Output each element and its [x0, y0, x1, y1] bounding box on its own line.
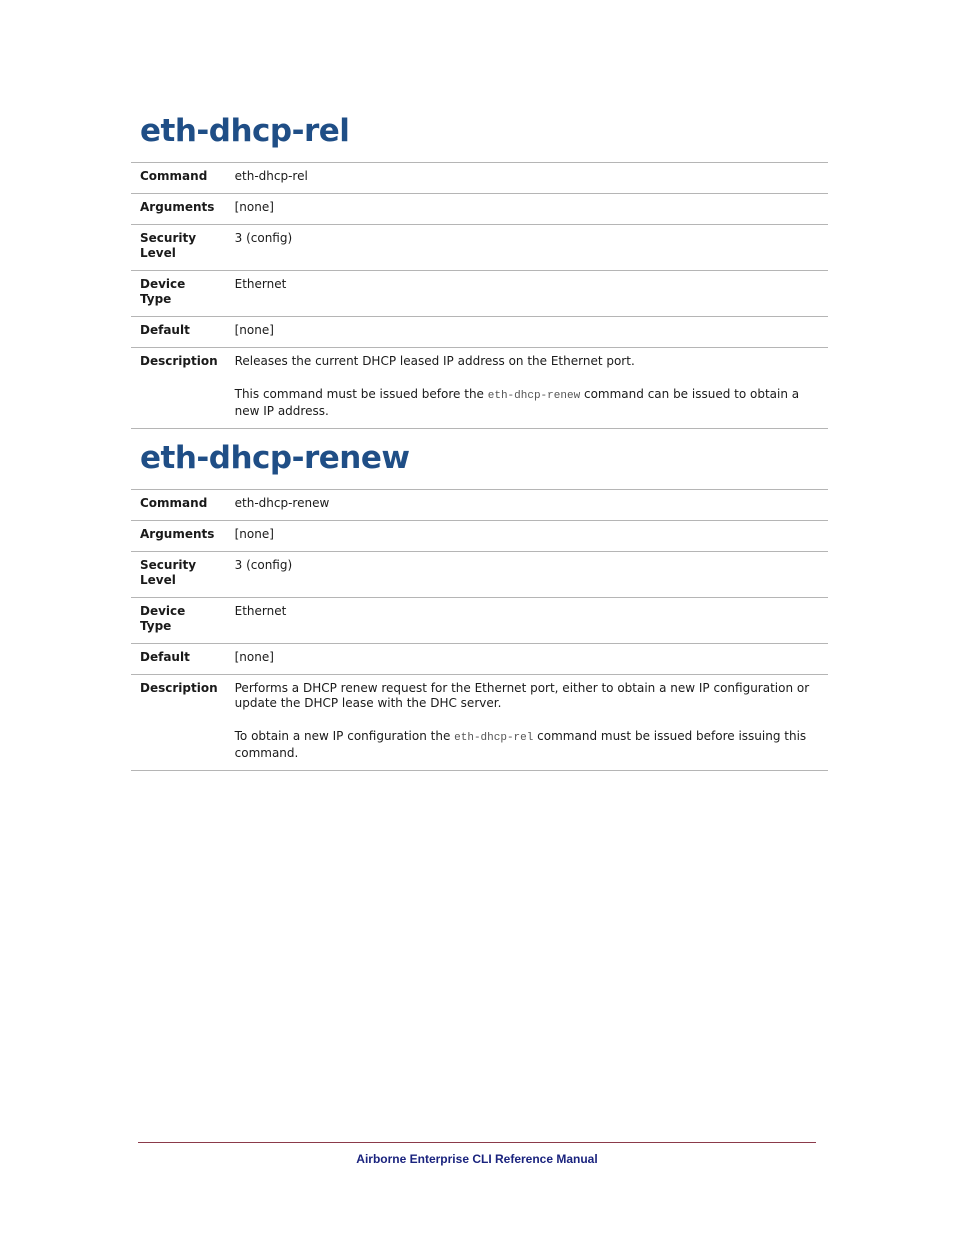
- table-row: [131, 163, 828, 194]
- description-value: [218, 675, 828, 771]
- row-label: Device Type: [140, 277, 186, 306]
- command-table: [131, 489, 828, 771]
- table-row: [131, 271, 828, 317]
- command-section-eth-dhcp-renew: [131, 440, 828, 771]
- row-value: Ethernet: [234, 277, 287, 291]
- row-value: [none]: [234, 323, 274, 337]
- row-label: Description: [140, 681, 218, 695]
- row-label: Default: [140, 323, 190, 337]
- table-row: [131, 194, 828, 225]
- inline-code: eth-dhcp-renew: [487, 390, 581, 402]
- row-label: Security Level: [140, 558, 197, 587]
- section-title: eth-dhcp-renew: [140, 440, 410, 476]
- table-row: [131, 644, 828, 675]
- footer-title: Airborne Enterprise CLI Reference Manual: [356, 1152, 598, 1166]
- row-label: Description: [140, 354, 218, 368]
- inline-code: eth-dhcp-rel: [454, 732, 534, 744]
- row-value: eth-dhcp-rel: [234, 169, 308, 183]
- row-value: 3 (config): [234, 231, 293, 245]
- row-label: Arguments: [140, 200, 215, 214]
- table-row-description: [131, 348, 828, 429]
- command-table: [131, 162, 828, 429]
- description-paragraph: [235, 387, 819, 419]
- description-text: This command must be issued before the: [234, 387, 488, 401]
- row-value: [none]: [234, 650, 274, 664]
- row-value: 3 (config): [234, 558, 293, 572]
- description-paragraph: Performs a DHCP renew request for the Ethernet port, either to obtain a new IP configuration or update the DHCP lease with the DHC server.: [234, 681, 810, 710]
- table-row: [131, 317, 828, 348]
- row-label: Default: [140, 650, 190, 664]
- row-label: Arguments: [140, 527, 215, 541]
- table-row: [131, 598, 828, 644]
- row-value: Ethernet: [234, 604, 287, 618]
- command-section-eth-dhcp-rel: [131, 113, 828, 429]
- description-paragraph: Releases the current DHCP leased IP address on the Ethernet port.: [234, 354, 635, 368]
- table-row: [131, 552, 828, 598]
- description-text: command must be issued before issuing this command.: [234, 729, 807, 760]
- table-row: [131, 490, 828, 521]
- table-row: [131, 521, 828, 552]
- row-label: Security Level: [140, 231, 197, 260]
- description-paragraph: [235, 729, 819, 761]
- row-value: [none]: [234, 527, 274, 541]
- row-value: eth-dhcp-renew: [234, 496, 330, 510]
- description-text: To obtain a new IP configuration the: [234, 729, 455, 743]
- row-label: Command: [140, 496, 208, 510]
- section-title: eth-dhcp-rel: [140, 113, 350, 149]
- description-text: command can be issued to obtain a new IP address.: [234, 387, 800, 418]
- table-row: [131, 225, 828, 271]
- row-label: Command: [140, 169, 208, 183]
- table-row-description: [131, 675, 828, 771]
- row-value: [none]: [234, 200, 274, 214]
- row-label: Device Type: [140, 604, 186, 633]
- description-value: [218, 348, 828, 429]
- footer-divider: [138, 1142, 816, 1143]
